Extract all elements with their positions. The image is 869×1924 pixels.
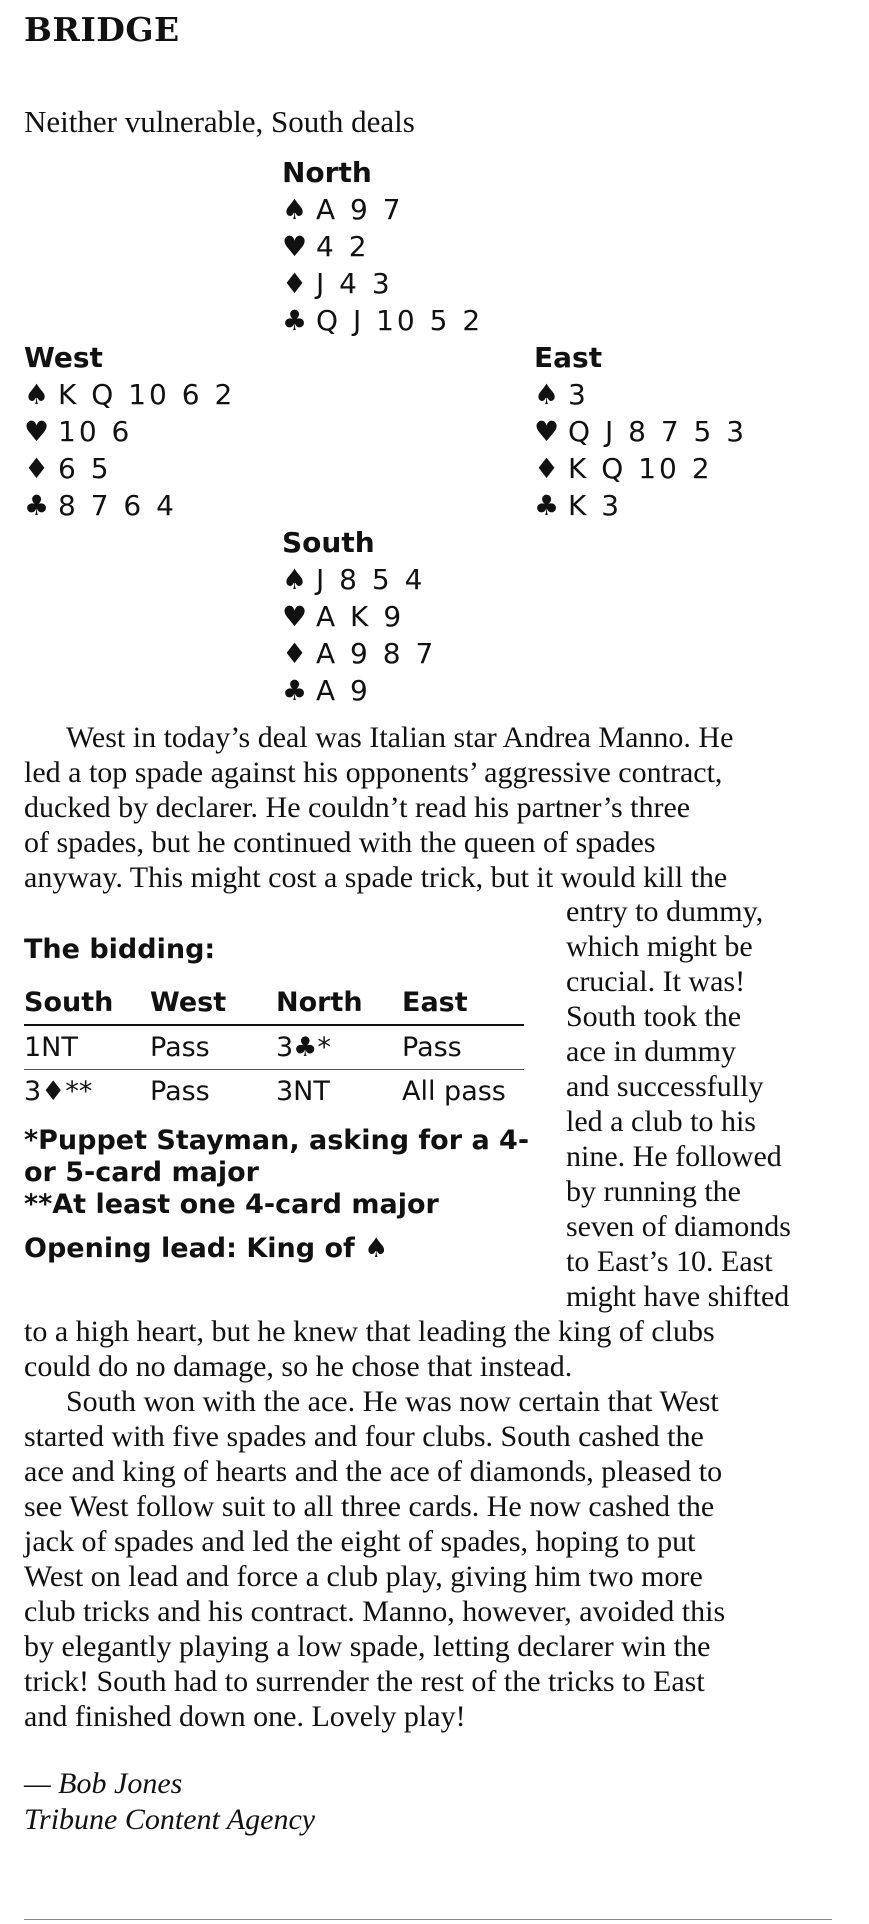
- text-line: crucial. It was!: [566, 965, 746, 998]
- spades-row: ♠ A 9 7: [282, 193, 404, 226]
- hand-north: [282, 154, 483, 339]
- text-line: West in today’s deal was Italian star Andrea Manno. He: [66, 721, 734, 754]
- hand-name: East: [534, 341, 603, 374]
- hand-west: [24, 339, 235, 524]
- bottom-divider: [24, 1919, 832, 1920]
- hearts-row: ♥ 4 2: [282, 230, 370, 263]
- text-line: started with five spades and four clubs. South cashed the: [24, 1420, 704, 1453]
- spade-icon: ♠: [534, 378, 560, 411]
- text-line: see West follow suit to all three cards. He now cashed the: [24, 1490, 715, 1523]
- column-header: North: [276, 980, 402, 1025]
- heart-icon: ♥: [24, 415, 50, 448]
- hearts-row: ♥ A K 9: [282, 600, 405, 633]
- club-icon: ♣: [534, 489, 560, 522]
- note-line: or 5-card major: [24, 1157, 259, 1188]
- text-line: to East’s 10. East: [566, 1245, 773, 1278]
- clubs-row: ♣ A 9: [282, 674, 371, 707]
- hand-south: [282, 524, 436, 709]
- clubs-row: ♣ K 3: [534, 489, 623, 522]
- bid-cell: 3♦**: [24, 1076, 93, 1107]
- text-line: trick! South had to surrender the rest of the tricks to East: [24, 1665, 705, 1698]
- text-line: ace and king of hearts and the ace of diamonds, pleased to: [24, 1455, 723, 1488]
- bidding-notes: [24, 1125, 530, 1221]
- bid-cell: Pass: [150, 1025, 276, 1070]
- text-line: could do no damage, so he chose that instead.: [24, 1350, 573, 1383]
- author: — Bob Jones: [24, 1767, 183, 1800]
- bidding-header-row: [24, 980, 524, 1025]
- text-line: might have shifted: [566, 1280, 790, 1313]
- heart-icon: ♥: [534, 415, 560, 448]
- note-line: *Puppet Stayman, asking for a 4-: [24, 1125, 530, 1156]
- bid-cell: 3♣*: [276, 1025, 402, 1070]
- spade-icon: ♠: [282, 193, 308, 226]
- text-line: of spades, but he continued with the queen of spades: [24, 826, 656, 859]
- table-row: [24, 1025, 524, 1070]
- byline: [24, 1766, 315, 1838]
- diamond-icon: ♦: [534, 452, 560, 485]
- agency: Tribune Content Agency: [24, 1803, 316, 1836]
- bidding-table: [24, 980, 524, 1113]
- diamonds-row: ♦ J 4 3: [282, 267, 393, 300]
- table-row: [24, 1070, 524, 1114]
- spades-row: ♠ K Q 10 6 2: [24, 378, 236, 411]
- spade-icon: ♠: [282, 563, 308, 596]
- text-line: seven of diamonds: [566, 1210, 791, 1243]
- text-line: anyway. This might cost a spade trick, but it would kill the: [24, 861, 728, 894]
- opening-lead: Opening lead: King of ♠: [24, 1233, 389, 1264]
- bid-cell: Pass: [402, 1025, 524, 1070]
- text-line: South won with the ace. He was now certain that West: [66, 1385, 719, 1418]
- hand-name: West: [24, 341, 103, 374]
- club-icon: ♣: [282, 304, 308, 337]
- text-line: West on lead and force a club play, giving him two more: [24, 1560, 703, 1593]
- text-line: and successfully: [566, 1070, 764, 1103]
- diamonds-row: ♦ A 9 8 7: [282, 637, 437, 670]
- column-header: South: [24, 980, 150, 1025]
- club-icon: ♣: [282, 674, 308, 707]
- text-line: jack of spades and led the eight of spades, hoping to put: [24, 1525, 696, 1558]
- bid-cell: 1NT: [24, 1025, 150, 1070]
- diamond-icon: ♦: [24, 452, 50, 485]
- text-line: by elegantly playing a low spade, letting declarer win the: [24, 1630, 711, 1663]
- hearts-row: ♥ Q J 8 7 5 3: [534, 415, 748, 448]
- column-header: West: [150, 980, 276, 1025]
- text-line: nine. He followed: [566, 1140, 782, 1173]
- text-line: by running the: [566, 1175, 741, 1208]
- spade-icon: ♠: [24, 378, 50, 411]
- text-line: ducked by declarer. He couldn’t read his partner’s three: [24, 791, 691, 824]
- spades-row: ♠ 3: [534, 378, 589, 411]
- diamonds-row: ♦ 6 5: [24, 452, 112, 485]
- hand-east: [534, 339, 747, 524]
- heart-icon: ♥: [282, 230, 308, 263]
- text-line: led a club to his: [566, 1105, 756, 1138]
- text-line: South took the: [566, 1000, 742, 1033]
- text-line: entry to dummy,: [566, 895, 764, 928]
- note-line: **At least one 4-card major: [24, 1189, 439, 1220]
- heart-icon: ♥: [282, 600, 308, 633]
- text-line: ace in dummy: [566, 1035, 736, 1068]
- hearts-row: ♥ 10 6: [24, 415, 133, 448]
- column-header: East: [402, 980, 524, 1025]
- article-paragraph-2: [24, 1314, 836, 1734]
- diamond-icon: ♦: [282, 267, 308, 300]
- bid-cell: 3NT: [276, 1076, 330, 1107]
- clubs-row: ♣ Q J 10 5 2: [282, 304, 484, 337]
- clubs-row: ♣ 8 7 6 4: [24, 489, 177, 522]
- bidding-title: The bidding:: [24, 934, 216, 965]
- hand-name: South: [282, 526, 375, 559]
- club-icon: ♣: [24, 489, 50, 522]
- page-title: BRIDGE: [24, 10, 180, 49]
- text-line: and finished down one. Lovely play!: [24, 1700, 466, 1733]
- text-line: club tricks and his contract. Manno, however, avoided this: [24, 1595, 726, 1628]
- article-paragraph-1: [24, 720, 836, 895]
- vulnerability-line: Neither vulnerable, South deals: [24, 104, 415, 139]
- bid-cell: Pass: [150, 1076, 210, 1107]
- bid-cell: All pass: [402, 1076, 506, 1107]
- hand-name: North: [282, 156, 372, 189]
- bidding-box: [24, 934, 530, 1264]
- text-line: which might be: [566, 930, 753, 963]
- spades-row: ♠ J 8 5 4: [282, 563, 426, 596]
- text-line: led a top spade against his opponents’ aggressive contract,: [24, 756, 723, 789]
- diamond-icon: ♦: [282, 637, 308, 670]
- article-side-column: [566, 894, 856, 1314]
- diamonds-row: ♦ K Q 10 2: [534, 452, 713, 485]
- text-line: to a high heart, but he knew that leading the king of clubs: [24, 1315, 715, 1348]
